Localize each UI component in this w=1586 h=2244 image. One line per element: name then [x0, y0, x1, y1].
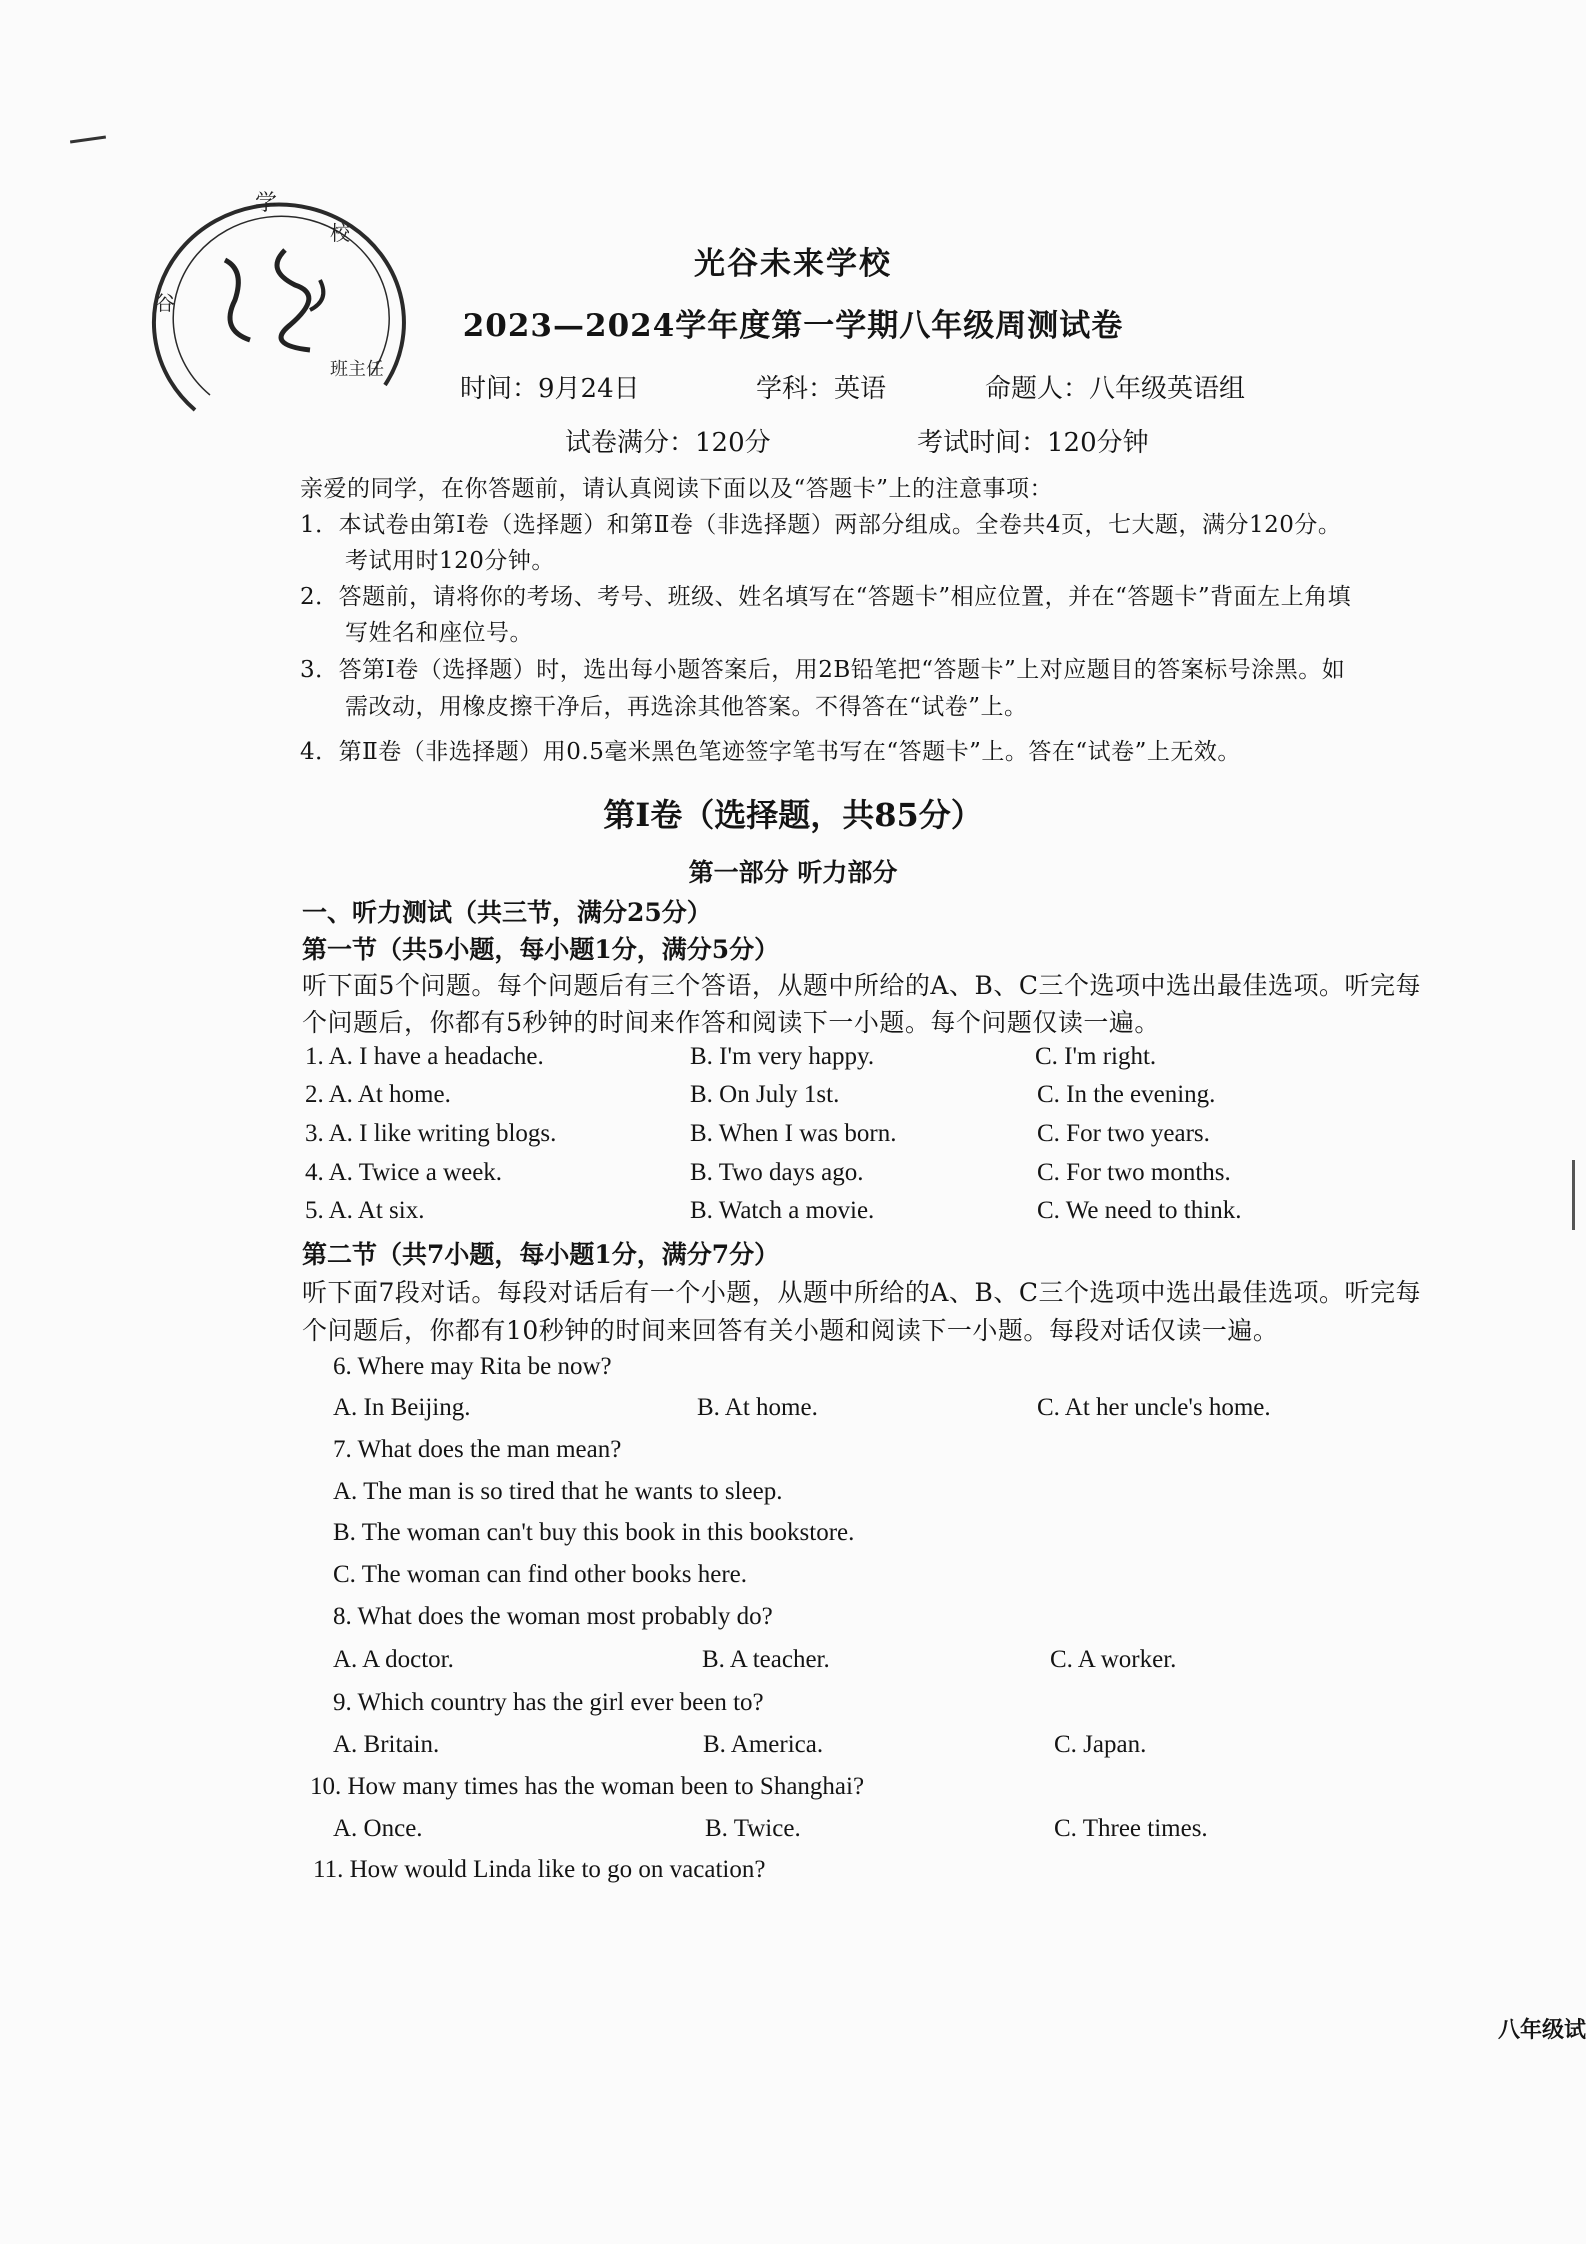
- question-2-option-b: B. On July 1st.: [690, 1081, 840, 1108]
- exam-subject: 学科：英语: [756, 374, 887, 404]
- svg-text:校: 校: [330, 221, 350, 245]
- question-1-option-b: B. I'm very happy.: [690, 1043, 875, 1070]
- section-heading: 一、听力测试（共三节，满分25分）: [302, 898, 712, 927]
- question-4-option-c: C. For two months.: [1037, 1159, 1231, 1186]
- question-9-option-b: B. America.: [703, 1731, 824, 1758]
- svg-text:班主任: 班主任: [330, 359, 384, 380]
- school-name: 光谷未来学校: [694, 246, 892, 282]
- exam-duration: 考试时间：120分钟: [917, 428, 1149, 458]
- notice-item: 1．本试卷由第Ⅰ卷（选择题）和第Ⅱ卷（非选择题）两部分组成。全卷共4页，七大题，满分120分。: [300, 512, 1342, 538]
- exam-date: 时间：9月24日: [460, 374, 640, 404]
- question-3-option-b: B. When I was born.: [690, 1120, 897, 1147]
- question-7-option-c: C. The woman can find other books here.: [333, 1561, 748, 1588]
- section1-instructions: 听下面5个问题。每个问题后有三个答语，从题中所给的A、B、C三个选项中选出最佳选项。听完每: [302, 971, 1421, 1000]
- question-6: 6. Where may Rita be now?: [333, 1353, 612, 1380]
- question-3-option-c: C. For two years.: [1037, 1120, 1210, 1147]
- notice-intro: 亲爱的同学，在你答题前，请认真阅读下面以及“答题卡”上的注意事项：: [300, 476, 1054, 502]
- notice-item: 考试用时120分钟。: [345, 548, 555, 574]
- question-2-option-c: C. In the evening.: [1037, 1081, 1216, 1108]
- question-4-option-b: B. Two days ago.: [690, 1159, 864, 1186]
- question-6-option-a: A. In Beijing.: [333, 1394, 471, 1421]
- question-5-option-c: C. We need to think.: [1037, 1197, 1242, 1224]
- question-7-option-a: A. The man is so tired that he wants to sleep.: [333, 1478, 783, 1505]
- question-11: 11. How would Linda like to go on vacation?: [313, 1856, 766, 1883]
- question-10-option-c: C. Three times.: [1054, 1815, 1208, 1842]
- question-3-option-a: 3. A. I like writing blogs.: [305, 1120, 557, 1147]
- question-8: 8. What does the woman most probably do?: [333, 1603, 773, 1630]
- question-1-option-c: C. I'm right.: [1035, 1043, 1157, 1070]
- question-5-option-a: 5. A. At six.: [305, 1197, 425, 1224]
- exam-author: 命题人：八年级英语组: [985, 374, 1246, 404]
- svg-text:谷: 谷: [155, 291, 175, 315]
- scan-mark: [70, 136, 106, 144]
- section2-heading: 第二节（共7小题，每小题1分，满分7分）: [302, 1240, 780, 1269]
- question-7-option-b: B. The woman can't buy this book in this bookstore.: [333, 1519, 855, 1546]
- question-10: 10. How many times has the woman been to Shanghai?: [310, 1773, 865, 1800]
- scan-mark: [1572, 1160, 1575, 1230]
- question-10-option-a: A. Once.: [333, 1815, 423, 1842]
- question-8-option-c: C. A worker.: [1050, 1646, 1177, 1673]
- part-title: 第Ⅰ卷（选择题，共85分）: [603, 796, 983, 834]
- section1-instructions: 个问题后，你都有5秒钟的时间来作答和阅读下一小题。每个问题仅读一遍。: [302, 1008, 1160, 1037]
- exam-title: 2023—2024学年度第一学期八年级周测试卷: [462, 308, 1124, 344]
- svg-text:学: 学: [255, 191, 278, 216]
- notice-item: 写姓名和座位号。: [345, 620, 533, 646]
- question-2-option-a: 2. A. At home.: [305, 1081, 451, 1108]
- question-8-option-a: A. A doctor.: [333, 1646, 454, 1673]
- full-score: 试卷满分：120分: [565, 428, 771, 458]
- page-footer: 八年级试: [1497, 2017, 1586, 2043]
- question-6-option-b: B. At home.: [697, 1394, 818, 1421]
- notice-item: 2．答题前，请将你的考场、考号、班级、姓名填写在“答题卡”相应位置，并在“答题卡”背面左上角填: [300, 584, 1352, 610]
- question-1-option-a: 1. A. I have a headache.: [305, 1043, 544, 1070]
- question-6-option-c: C. At her uncle's home.: [1037, 1394, 1271, 1421]
- notice-item: 3．答第Ⅰ卷（选择题）时，选出每小题答案后，用2B铅笔把“答题卡”上对应题目的答案标号涂黑。如: [300, 657, 1346, 683]
- notice-item: 需改动，用橡皮擦干净后，再选涂其他答案。不得答在“试卷”上。: [345, 694, 1028, 720]
- section1-heading: 第一节（共5小题，每小题1分，满分5分）: [302, 935, 780, 964]
- notice-item: 4．第Ⅱ卷（非选择题）用0.5毫米黑色笔迹签字笔书写在“答题卡”上。答在“试卷”上无效。: [300, 739, 1241, 765]
- section2-instructions: 听下面7段对话。每段对话后有一个小题，从题中所给的A、B、C三个选项中选出最佳选项。听完每: [302, 1278, 1421, 1307]
- question-10-option-b: B. Twice.: [705, 1815, 801, 1842]
- question-9-option-a: A. Britain.: [333, 1731, 440, 1758]
- question-4-option-a: 4. A. Twice a week.: [305, 1159, 503, 1186]
- question-9-option-c: C. Japan.: [1054, 1731, 1147, 1758]
- question-9: 9. Which country has the girl ever been to?: [333, 1689, 764, 1716]
- part-subtitle: 第一部分 听力部分: [688, 858, 898, 887]
- question-8-option-b: B. A teacher.: [702, 1646, 830, 1673]
- question-7: 7. What does the man mean?: [333, 1436, 622, 1463]
- section2-instructions: 个问题后，你都有10秒钟的时间来回答有关小题和阅读下一小题。每段对话仅读一遍。: [302, 1316, 1279, 1345]
- question-5-option-b: B. Watch a movie.: [690, 1197, 875, 1224]
